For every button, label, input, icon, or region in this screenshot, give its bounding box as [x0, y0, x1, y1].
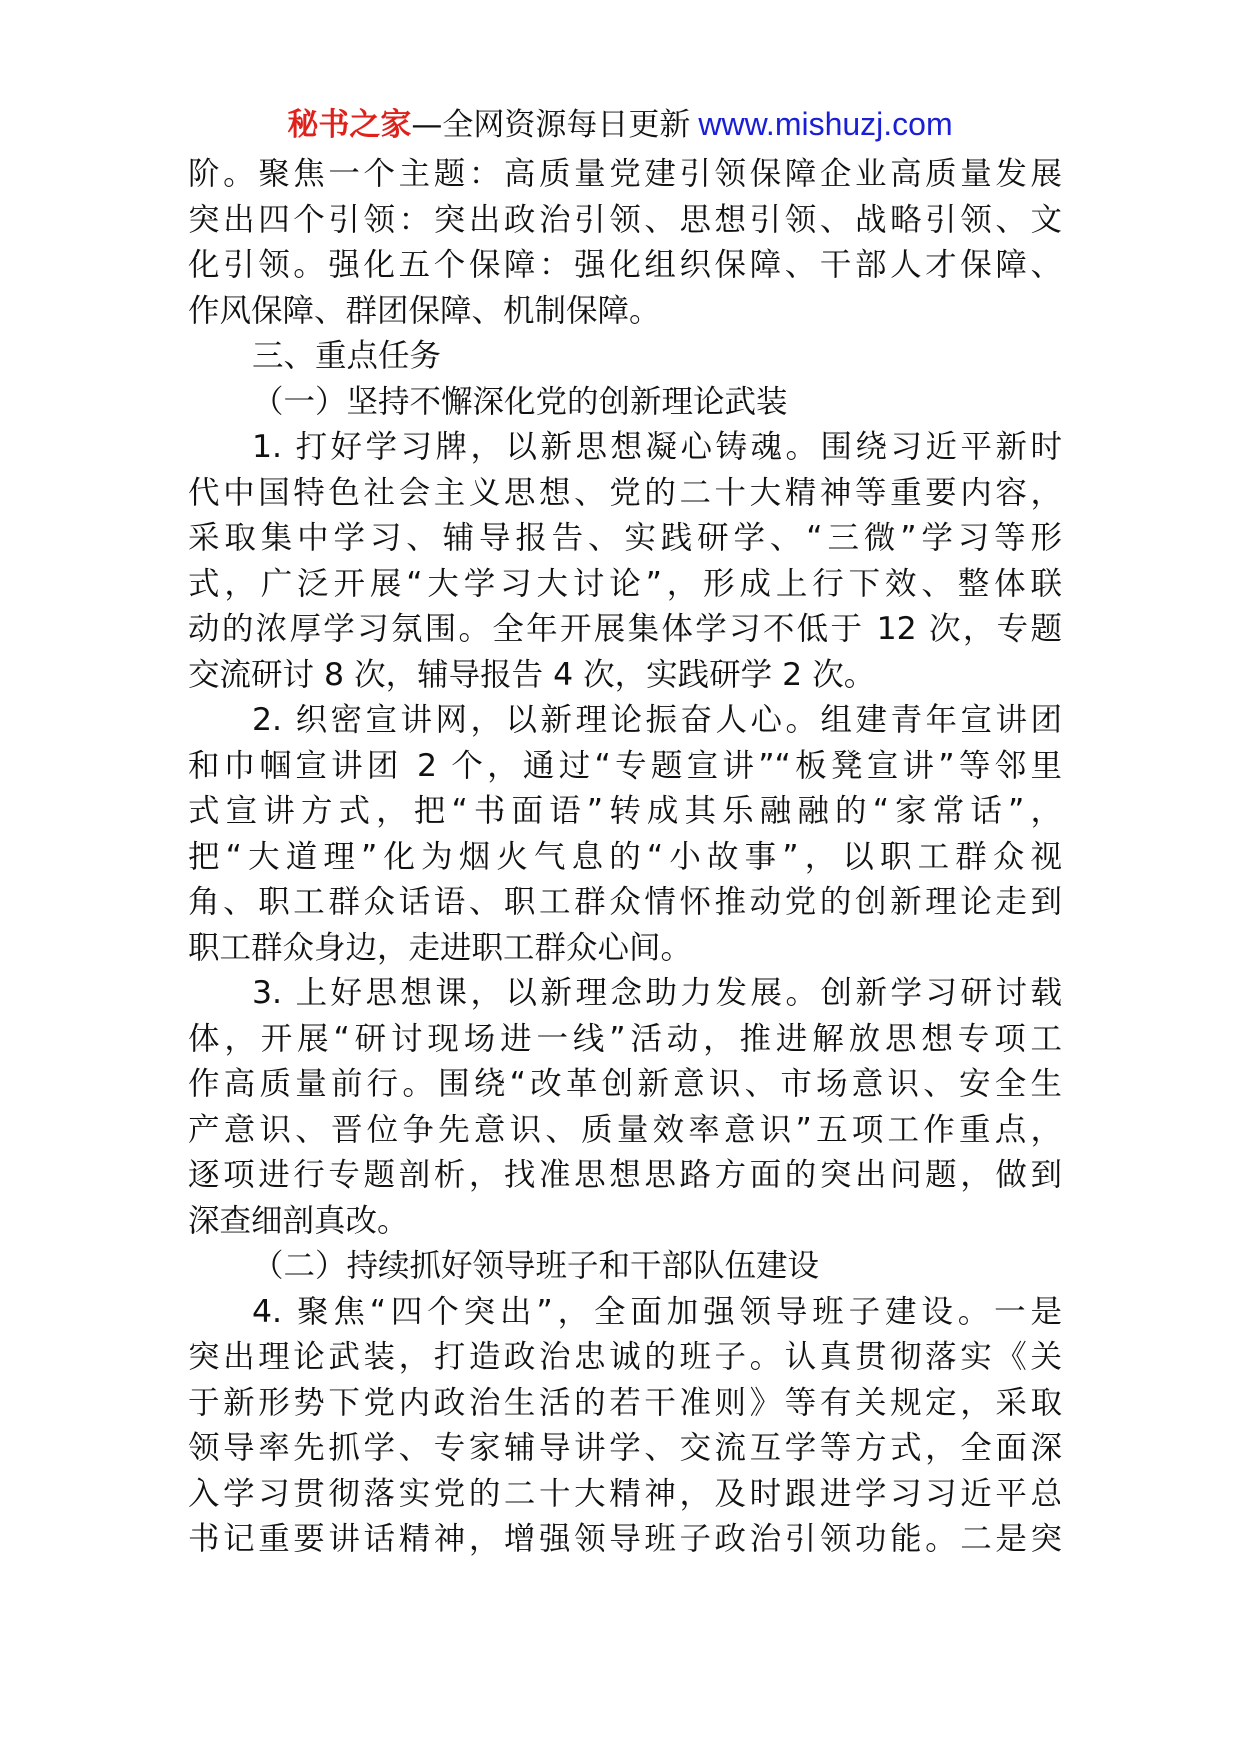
- text-line: 作高质量前行。围绕“改革创新意识、市场意识、安全生: [188, 1066, 1062, 1102]
- text-line: 采取集中学习、辅导报告、实践研学、“三微”学习等形: [188, 520, 1062, 556]
- text-line: 交流研讨 8 次，辅导报告 4 次，实践研学 2 次。: [188, 656, 876, 693]
- text-line: 书记重要讲话精神，增强领导班子政治引领功能。二是突: [188, 1521, 1062, 1557]
- text-line: 突出理论武装，打造政治忠诚的班子。认真贯彻落实《关: [188, 1339, 1062, 1375]
- text-line: 深查细剖真改。: [188, 1202, 409, 1239]
- text-line: 领导率先抓学、专家辅导讲学、交流互学等方式，全面深: [188, 1430, 1062, 1466]
- text-line: 职工群众身边，走进职工群众心间。: [188, 929, 693, 966]
- text-line: 三、重点任务: [252, 338, 442, 374]
- site-header: [0, 100, 1240, 149]
- text-line: 角、职工群众话语、职工群众情怀推动党的创新理论走到: [188, 884, 1062, 920]
- text-line: 突出四个引领：突出政治引领、思想引领、战略引领、文: [188, 201, 1062, 238]
- site-tagline: —全网资源每日更新: [411, 107, 691, 143]
- text-line: 把“大道理”化为烟火气息的“小故事”，以职工群众视: [188, 838, 1062, 875]
- text-line: 逐项进行专题剖析，找准思想思路方面的突出问题，做到: [188, 1157, 1062, 1193]
- site-url-link[interactable]: www.mishuzj.com: [698, 106, 953, 142]
- text-line: （二）持续抓好领导班子和干部队伍建设: [252, 1248, 820, 1284]
- text-line: 1. 打好学习牌，以新思想凝心铸魂。围绕习近平新时: [252, 429, 1062, 465]
- text-line: 和巾帼宣讲团 2 个，通过“专题宣讲”“板凳宣讲”等邻里: [188, 747, 1062, 784]
- text-line: 代中国特色社会主义思想、党的二十大精神等重要内容，: [188, 474, 1062, 511]
- site-brand: 秘书之家: [287, 107, 412, 143]
- text-line: 体，开展“研讨现场进一线”活动，推进解放思想专项工: [188, 1020, 1062, 1057]
- text-line: 式宣讲方式，把“书面语”转成其乐融融的“家常话”，: [188, 793, 1062, 829]
- text-line: 式，广泛开展“大学习大讨论”，形成上行下效、整体联: [188, 565, 1062, 602]
- text-line: 4. 聚焦“四个突出”，全面加强领导班子建设。一是: [252, 1293, 1062, 1330]
- text-line: 入学习贯彻落实党的二十大精神，及时跟进学习习近平总: [188, 1475, 1062, 1512]
- text-line: 2. 织密宣讲网，以新理论振奋人心。组建青年宣讲团: [252, 702, 1062, 738]
- text-line: 产意识、晋位争先意识、质量效率意识”五项工作重点，: [188, 1111, 1062, 1148]
- text-line: 化引领。强化五个保障：强化组织保障、干部人才保障、: [188, 247, 1062, 283]
- text-line: 于新形势下党内政治生活的若干准则》等有关规定，采取: [188, 1384, 1062, 1421]
- document-body: [188, 152, 1062, 1563]
- text-line: 3. 上好思想课，以新理念助力发展。创新学习研讨载: [252, 975, 1062, 1011]
- text-line: 作风保障、群团保障、机制保障。: [188, 292, 661, 329]
- text-line: 阶。聚焦一个主题：高质量党建引领保障企业高质量发展: [188, 156, 1062, 192]
- text-line: 动的浓厚学习氛围。全年开展集体学习不低于 12 次，专题: [188, 611, 1062, 647]
- text-line: （一）坚持不懈深化党的创新理论武装: [252, 383, 788, 420]
